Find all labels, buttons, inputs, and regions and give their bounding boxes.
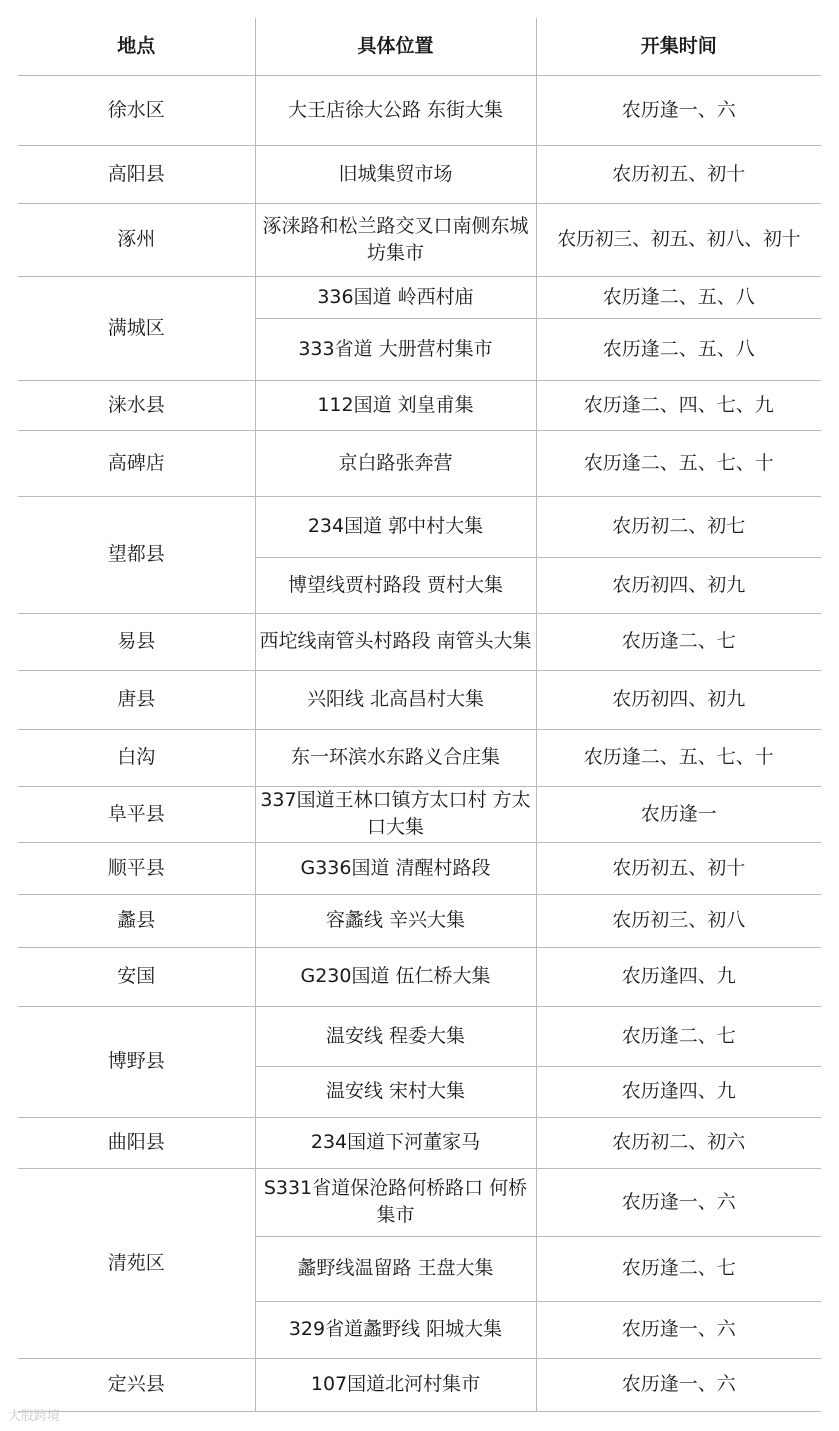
schedule-cell: 农历逢一 xyxy=(536,786,821,842)
location-cell: 兴阳线 北高昌村大集 xyxy=(255,670,536,729)
location-cell: 容蠡线 辛兴大集 xyxy=(255,894,536,947)
district-cell: 蠡县 xyxy=(18,894,255,947)
location-cell: 112国道 刘皇甫集 xyxy=(255,380,536,430)
table-row xyxy=(18,203,821,276)
schedule-cell: 农历逢二、五、七、十 xyxy=(536,430,821,496)
table-row xyxy=(18,276,821,318)
table-row xyxy=(18,1006,821,1066)
location-cell: G336国道 清醒村路段 xyxy=(255,842,536,894)
schedule-cell: 农历逢一、六 xyxy=(536,1168,821,1236)
location-cell: 234国道下河董家马 xyxy=(255,1117,536,1168)
location-cell: 京白路张奔营 xyxy=(255,430,536,496)
district-cell: 望都县 xyxy=(18,496,255,613)
location-cell: 蠡野线温留路 王盘大集 xyxy=(255,1236,536,1301)
location-cell: 333省道 大册营村集市 xyxy=(255,318,536,380)
schedule-cell: 农历逢四、九 xyxy=(536,1066,821,1117)
table-row xyxy=(18,670,821,729)
location-cell: S331省道保沧路何桥路口 何桥集市 xyxy=(255,1168,536,1236)
district-cell: 易县 xyxy=(18,613,255,670)
schedule-cell: 农历逢一、六 xyxy=(536,75,821,145)
table-row xyxy=(18,729,821,786)
schedule-cell: 农历初五、初十 xyxy=(536,145,821,203)
district-cell: 博野县 xyxy=(18,1006,255,1117)
location-cell: 107国道北河村集市 xyxy=(255,1358,536,1411)
table-row xyxy=(18,496,821,557)
location-cell: 博望线贾村路段 贾村大集 xyxy=(255,557,536,613)
schedule-cell: 农历初二、初六 xyxy=(536,1117,821,1168)
schedule-cell: 农历初三、初八 xyxy=(536,894,821,947)
location-cell: 336国道 岭西村庙 xyxy=(255,276,536,318)
district-cell: 白沟 xyxy=(18,729,255,786)
district-cell: 清苑区 xyxy=(18,1168,255,1358)
district-cell: 高阳县 xyxy=(18,145,255,203)
district-cell: 涞水县 xyxy=(18,380,255,430)
schedule-cell: 农历逢四、九 xyxy=(536,947,821,1006)
schedule-cell: 农历初四、初九 xyxy=(536,557,821,613)
table-row xyxy=(18,1117,821,1168)
location-cell: 234国道 郭中村大集 xyxy=(255,496,536,557)
header-district: 地点 xyxy=(18,18,255,75)
schedule-cell: 农历逢二、七 xyxy=(536,1006,821,1066)
location-cell: 329省道蠡野线 阳城大集 xyxy=(255,1301,536,1358)
table-row xyxy=(18,894,821,947)
table-row xyxy=(18,75,821,145)
schedule-cell: 农历逢二、七 xyxy=(536,613,821,670)
header-schedule: 开集时间 xyxy=(536,18,821,75)
schedule-cell: 农历初四、初九 xyxy=(536,670,821,729)
watermark: 大股跨境 xyxy=(8,1409,61,1424)
location-cell: 西坨线南管头村路段 南管头大集 xyxy=(255,613,536,670)
table-row xyxy=(18,842,821,894)
market-schedule-table xyxy=(18,18,821,1412)
table-row xyxy=(18,1168,821,1236)
district-cell: 唐县 xyxy=(18,670,255,729)
schedule-cell: 农历逢一、六 xyxy=(536,1358,821,1411)
district-cell: 安国 xyxy=(18,947,255,1006)
table-row xyxy=(18,613,821,670)
district-cell: 涿州 xyxy=(18,203,255,276)
schedule-cell: 农历逢二、七 xyxy=(536,1236,821,1301)
schedule-cell: 农历逢二、五、八 xyxy=(536,276,821,318)
header-location: 具体位置 xyxy=(255,18,536,75)
table-row xyxy=(18,786,821,842)
table-row xyxy=(18,145,821,203)
district-cell: 满城区 xyxy=(18,276,255,380)
header-row xyxy=(18,18,821,75)
district-cell: 顺平县 xyxy=(18,842,255,894)
district-cell: 曲阳县 xyxy=(18,1117,255,1168)
district-cell: 徐水区 xyxy=(18,75,255,145)
location-cell: 东一环滨水东路义合庄集 xyxy=(255,729,536,786)
location-cell: 温安线 宋村大集 xyxy=(255,1066,536,1117)
location-cell: 337国道王林口镇方太口村 方太口大集 xyxy=(255,786,536,842)
district-cell: 高碑店 xyxy=(18,430,255,496)
schedule-cell: 农历初三、初五、初八、初十 xyxy=(536,203,821,276)
table-row xyxy=(18,380,821,430)
schedule-cell: 农历逢二、五、七、十 xyxy=(536,729,821,786)
location-cell: 大王店徐大公路 东街大集 xyxy=(255,75,536,145)
schedule-cell: 农历逢一、六 xyxy=(536,1301,821,1358)
location-cell: 旧城集贸市场 xyxy=(255,145,536,203)
table-row xyxy=(18,1358,821,1411)
schedule-cell: 农历逢二、五、八 xyxy=(536,318,821,380)
location-cell: 涿涞路和松兰路交叉口南侧东城坊集市 xyxy=(255,203,536,276)
district-cell: 定兴县 xyxy=(18,1358,255,1411)
schedule-cell: 农历初二、初七 xyxy=(536,496,821,557)
schedule-cell: 农历初五、初十 xyxy=(536,842,821,894)
location-cell: G230国道 伍仁桥大集 xyxy=(255,947,536,1006)
schedule-cell: 农历逢二、四、七、九 xyxy=(536,380,821,430)
table-row xyxy=(18,430,821,496)
location-cell: 温安线 程委大集 xyxy=(255,1006,536,1066)
district-cell: 阜平县 xyxy=(18,786,255,842)
table-row xyxy=(18,947,821,1006)
